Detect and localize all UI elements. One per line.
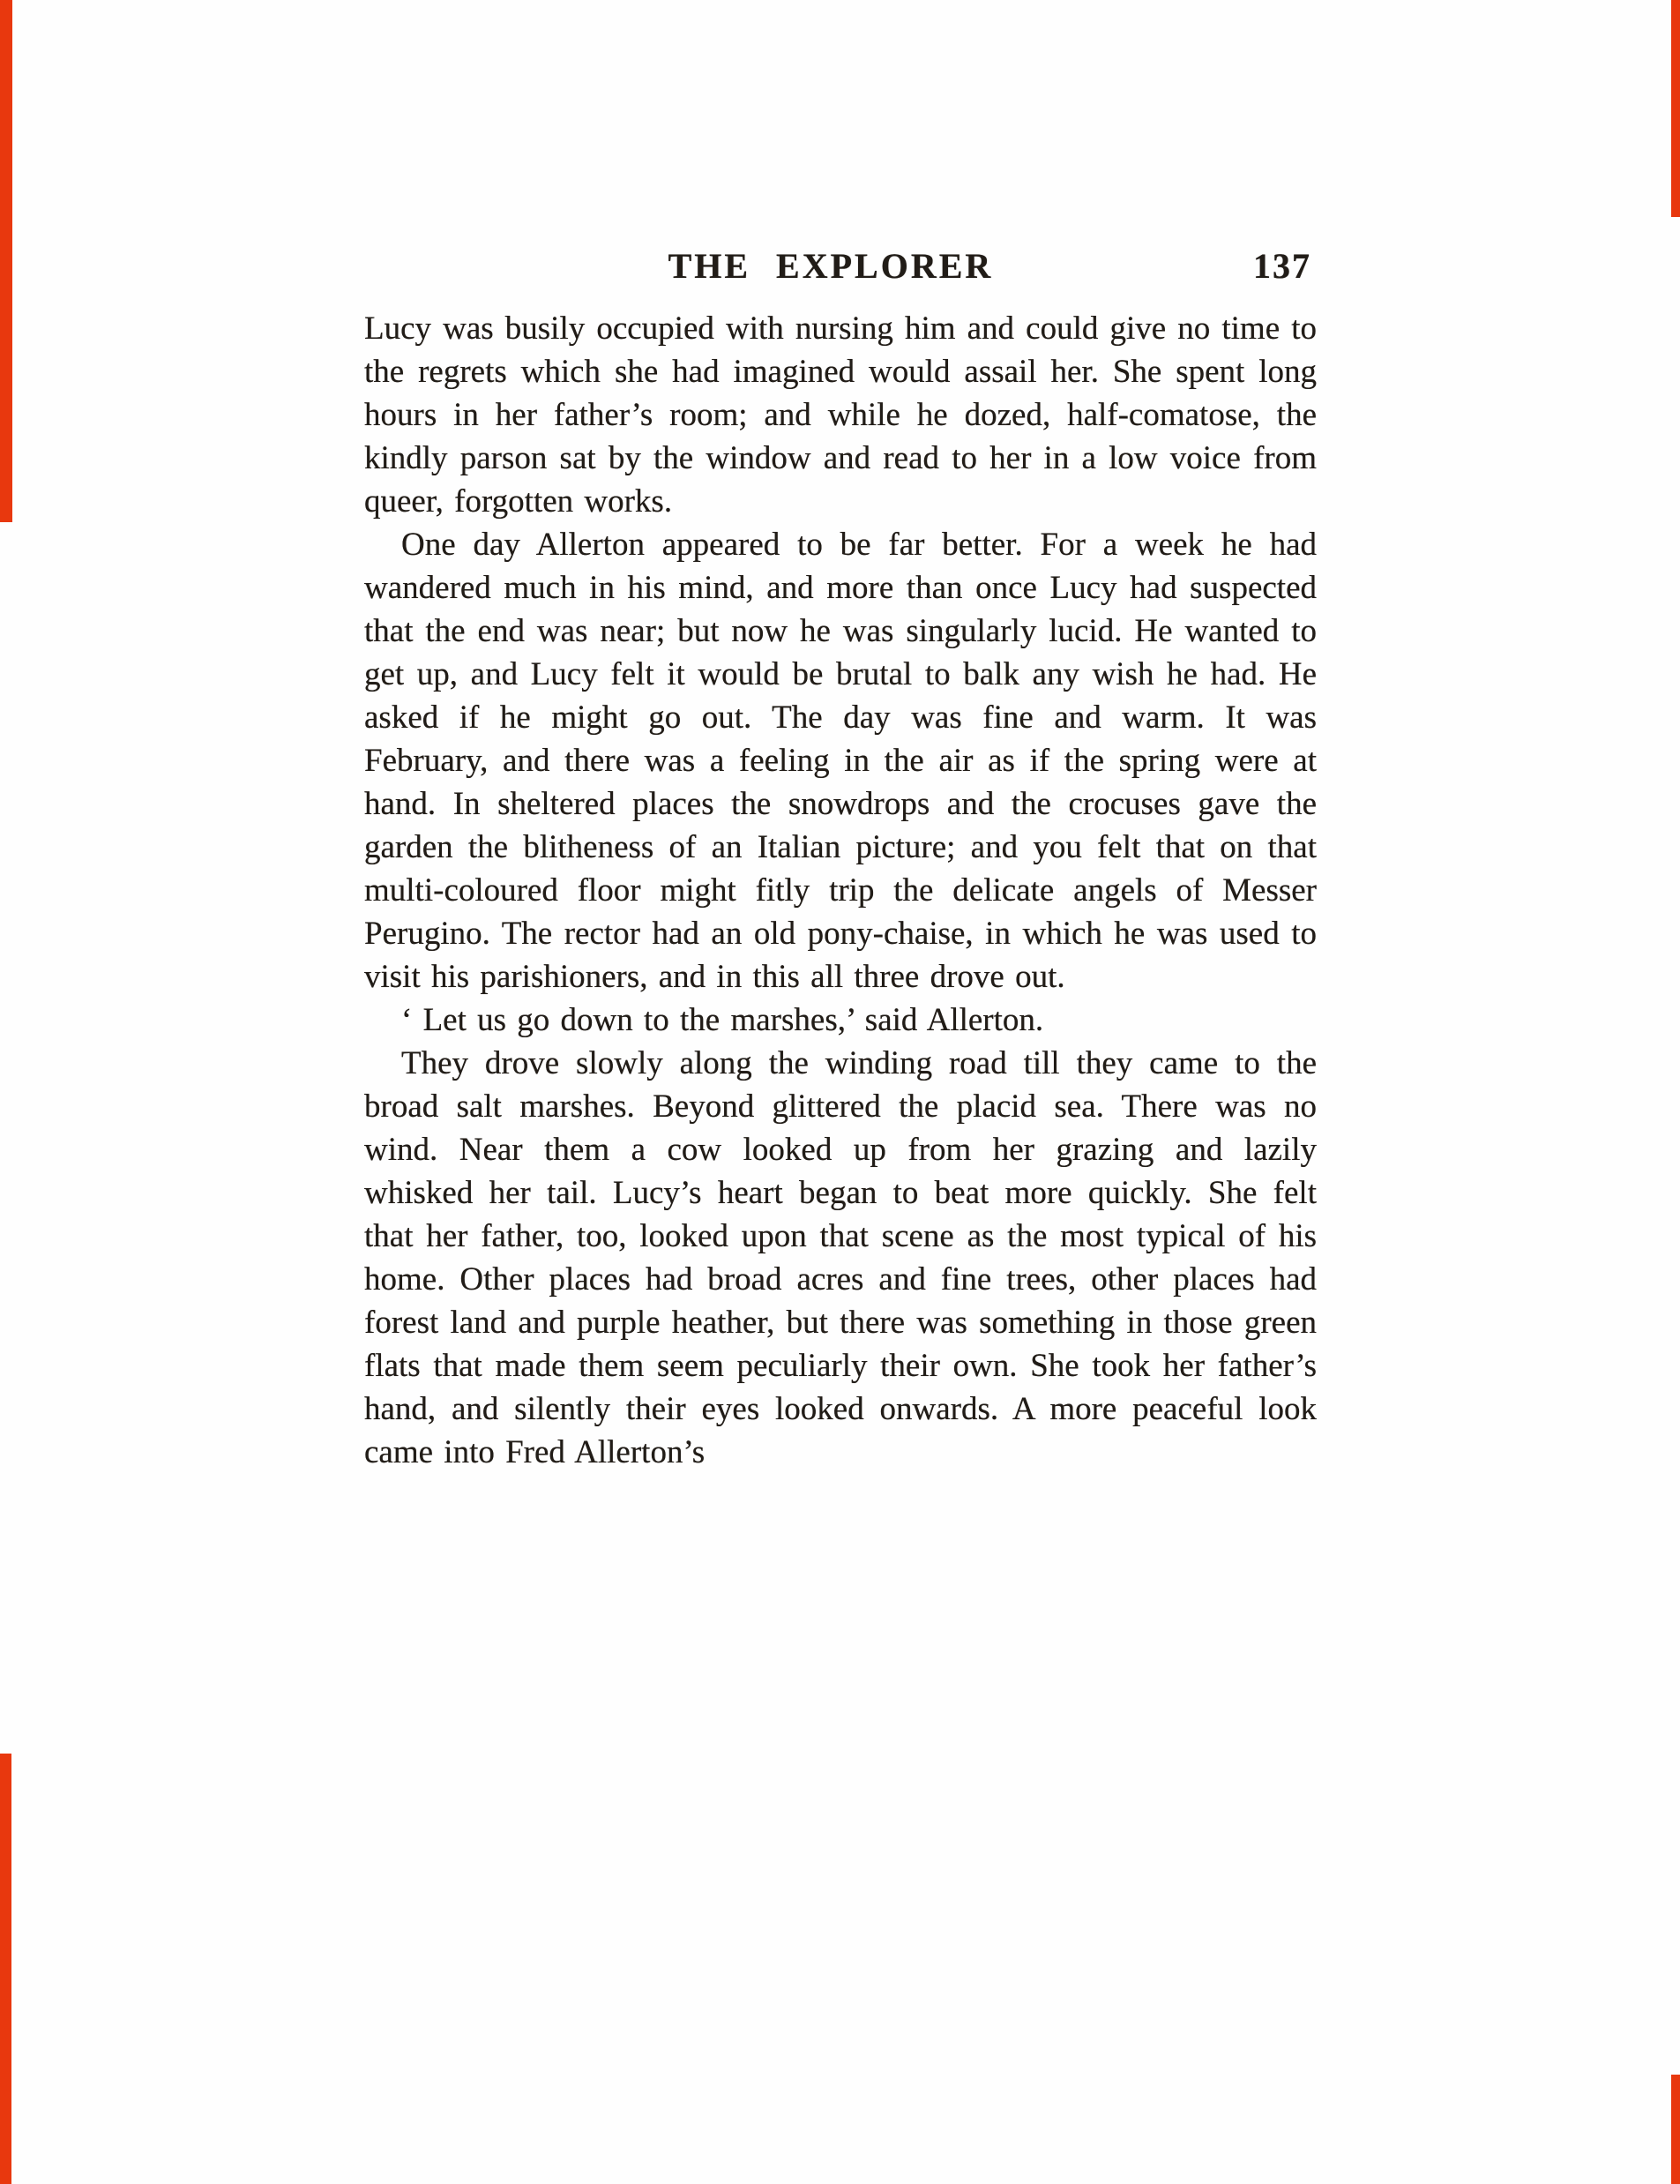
scan-edge-mark-bottom-left	[0, 1754, 11, 2184]
page-number: 137	[1253, 246, 1311, 286]
running-title: THE EXPLORER	[668, 246, 994, 286]
scan-edge-mark-top-right	[1671, 0, 1680, 217]
paragraph-3-dialogue: ‘ Let us go down to the marshes,’ said Allerton.	[401, 1002, 1044, 1038]
body-text	[364, 307, 1317, 1474]
paragraph-2: One day Allerton appeared to be far better. For a week he had wandered much in his mind, and more than once Lucy had suspected that the end was near; but now he was singularly lucid. He wanted to get up, and Lucy felt it would be brutal to balk any wish he had. He asked if he might go out. The day was fine and warm. It was February, and there was a feeling in the air as if the spring were at hand. In sheltered places the snowdrops and the crocuses gave the garden the blitheness of an Italian picture; and you felt that on that multi-coloured floor might fitly trip the delicate angels of Messer Perugino. The rector had an old pony-chaise, in which he was used to visit his parishioners, and in this all three drove out.	[364, 527, 1317, 995]
paragraph-1: Lucy was busily occupied with nursing him and could give no time to the regrets which she had imagined would assail her. She spent long hours in her father’s room; and while he dozed, half-comatose, the kindly parson sat by the window and read to her in a low voice from queer, forgotten works.	[364, 310, 1317, 520]
scan-edge-mark-top-left	[0, 0, 12, 522]
page-header	[364, 245, 1317, 291]
scan-edge-mark-bottom-right	[1671, 2075, 1680, 2184]
text-block	[364, 245, 1317, 1474]
paragraph-4: They drove slowly along the winding road till they came to the broad salt marshes. Beyond glittered the placid sea. There was no wind. Near them a cow looked up from her grazing and lazily whisked her tail. Lucy’s heart began to beat more quickly. She felt that her father, too, looked upon that scene as the most typical of his home. Other places had broad acres and fine trees, other places had forest land and purple heather, but there was something in those green flats that made them seem peculiarly their own. She took her father’s hand, and silently their eyes looked onwards. A more peaceful look came into Fred Allerton’s	[364, 1045, 1317, 1470]
